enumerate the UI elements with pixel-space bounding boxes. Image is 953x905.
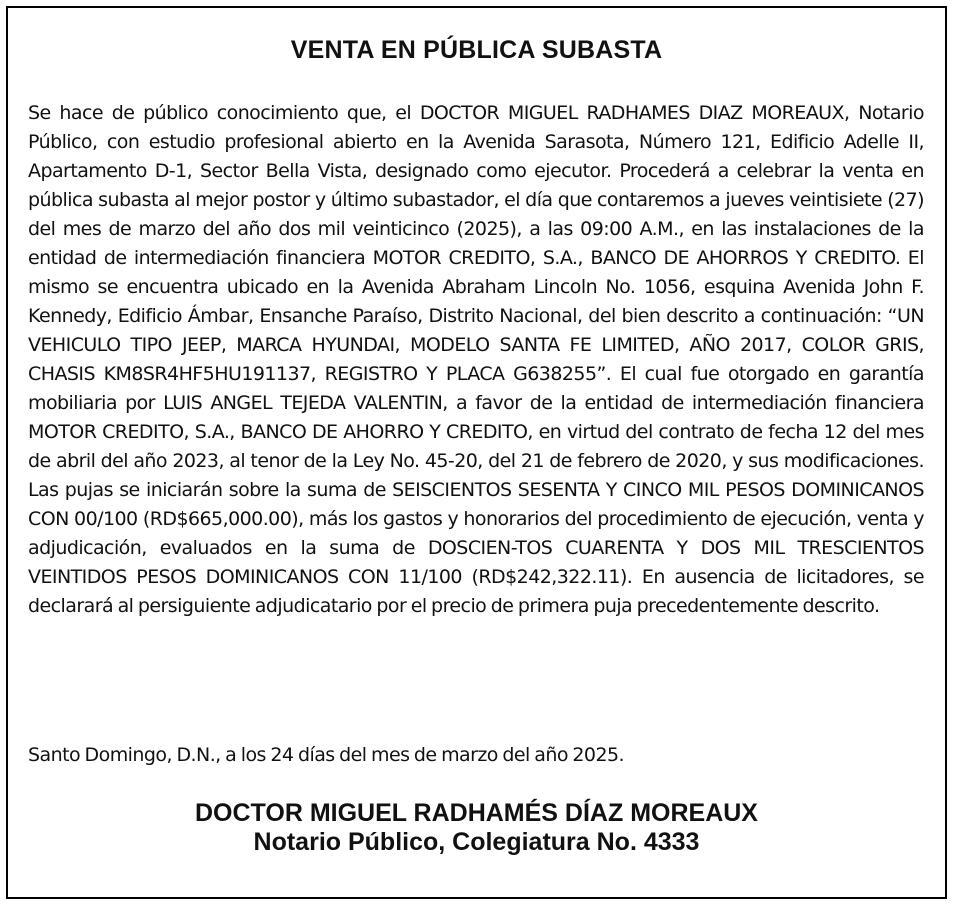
- notice-frame: [6, 6, 947, 899]
- signature-name: DOCTOR MIGUEL RADHAMÉS DÍAZ MOREAUX: [195, 799, 758, 827]
- notice-closing: Santo Domingo, D.N., a los 24 días del mes de marzo del año 2025.: [28, 744, 625, 766]
- notice-body: Se hace de público conocimiento que, el DOCTOR MIGUEL RADHAMES DIAZ MOREAUX, Notario Público, con estudio profesional abierto en la Avenida Sarasota, Número 121, Edificio Adelle II, Apartamento D-1, Sector Bella Vista, designado como ejecutor. Procederá a celebrar la venta en pública subasta al mejor postor y último subastador, el día que contaremos a jueves veintisiete (27) del mes de marzo del año dos mil veinticinco (2025), a las 09:00 A.M., en las instalaciones de la entidad de intermediación financiera MOTOR CREDITO, S.A., BANCO DE AHORROS Y CREDITO. El mismo se encuentra ubicado en la Avenida Abraham Lincoln No. 1056, esquina Avenida John F. Kennedy, Edificio Ámbar, Ensanche Paraíso, Distrito Nacional, del bien descrito a continuación: “UN VEHICULO TIPO JEEP, MARCA HYUNDAI, MODELO SANTA FE LIMITED, AÑO 2017, COLOR GRIS, CHASIS KM8SR4HF5HU191137, REGISTRO Y PLACA G638255”. El cual fue otorgado en garantía mobiliaria por LUIS ANGEL TEJEDA VALENTIN, a favor de la entidad de intermediación financiera MOTOR CREDITO, S.A., BANCO DE AHORRO Y CREDITO, en virtud del contrato de fecha 12 del mes de abril del año 2023, al tenor de la Ley No. 45-20, del 21 de febrero de 2020, y sus modificaciones. Las pujas se iniciarán sobre la suma de SEISCIENTOS SESENTA Y CINCO MIL PESOS DOMINICANOS CON 00/100 (RD$665,000.00), más los gastos y honorarios del procedimiento de ejecución, venta y adjudicación, evaluados en la suma de DOSCIEN-TOS CUARENTA Y DOS MIL TRESCIENTOS VEINTIDOS PESOS DOMINICANOS CON 11/100 (RD$242,322.11). En ausencia de licitadores, se declarará al persiguiente adjudicatario por el precio de primera puja precedentemente descrito.: [28, 102, 924, 617]
- notice-title: VENTA EN PÚBLICA SUBASTA: [290, 36, 663, 64]
- signature-role: Notario Público, Colegiatura No. 4333: [253, 828, 700, 856]
